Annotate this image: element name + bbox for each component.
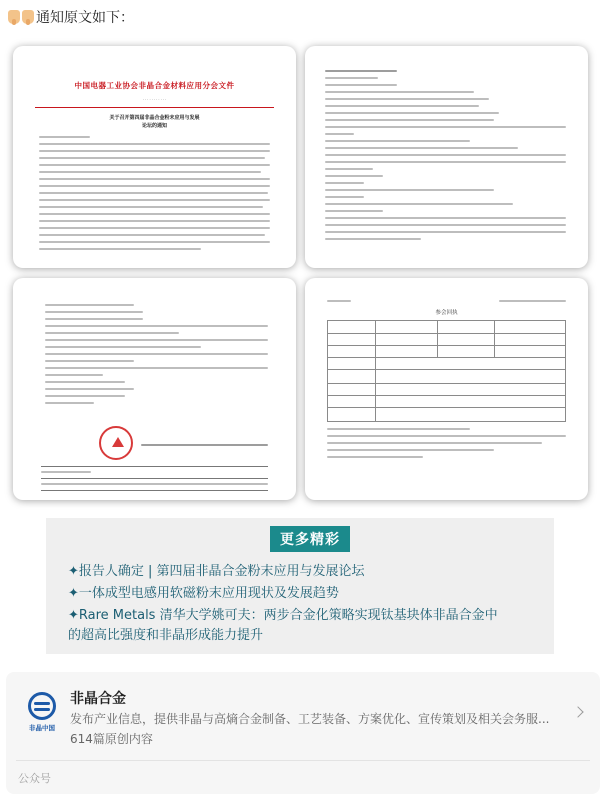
account-name: 非晶合金	[70, 691, 126, 707]
official-seal-stamp	[99, 426, 133, 460]
more-badge: 更多精彩	[270, 526, 350, 552]
logo-text: 非晶中国	[29, 724, 55, 732]
document-red-rule	[35, 107, 274, 108]
document-page-4[interactable]	[305, 278, 588, 500]
document-signature-text	[141, 444, 268, 451]
document-body-text	[45, 304, 268, 409]
document-page-2[interactable]	[305, 46, 588, 268]
form-title: 参会回执	[435, 310, 458, 316]
divider	[16, 760, 590, 761]
account-profile-card[interactable]	[6, 672, 600, 794]
document-footer-text	[41, 466, 268, 491]
article-link[interactable]: ✦报告人确定 | 第四届非晶合金粉末应用与发展论坛	[68, 564, 365, 579]
article-link[interactable]: ✦Rare Metals 清华大学姚可夫：两步合金化策略实现钛基块体非晶合金中	[68, 608, 498, 623]
account-description: 发布产业信息，提供非晶与高熵合金制备、工艺装备、方案优化、宣传策划及相关会务服...	[70, 712, 550, 726]
article-count: 614篇原创内容	[70, 732, 153, 746]
chevron-right-icon[interactable]	[572, 706, 583, 717]
document-notice-title: 关于召开第四届非晶合金粉末应用与发展 论坛的通知	[109, 115, 200, 129]
document-page-3[interactable]	[13, 278, 296, 500]
account-logo	[24, 692, 60, 738]
more-articles-panel	[46, 518, 554, 654]
account-type-label: 公众号	[18, 772, 51, 785]
intro-line	[8, 6, 134, 28]
document-number: · · · · · · · · · · ·	[142, 98, 167, 102]
document-form-header	[327, 300, 566, 307]
document-org-header: 中国电器工业协会非晶合金材料应用分会文件	[74, 81, 235, 90]
article-link[interactable]: ✦一体成型电感用软磁粉末应用现状及发展趋势	[68, 586, 339, 601]
logo-emblem-icon	[28, 692, 56, 720]
pointing-down-hand-icon	[22, 10, 34, 24]
document-notes-text	[327, 428, 566, 463]
document-body-text	[39, 136, 270, 255]
intro-text: 通知原文如下：	[36, 10, 134, 26]
document-page-1[interactable]	[13, 46, 296, 268]
document-body-text	[325, 70, 566, 245]
registration-form-table	[327, 320, 566, 422]
article-link-continued[interactable]: 的超高比强度和非晶形成能力提升	[68, 628, 264, 643]
pointing-down-hand-icon	[8, 10, 20, 24]
